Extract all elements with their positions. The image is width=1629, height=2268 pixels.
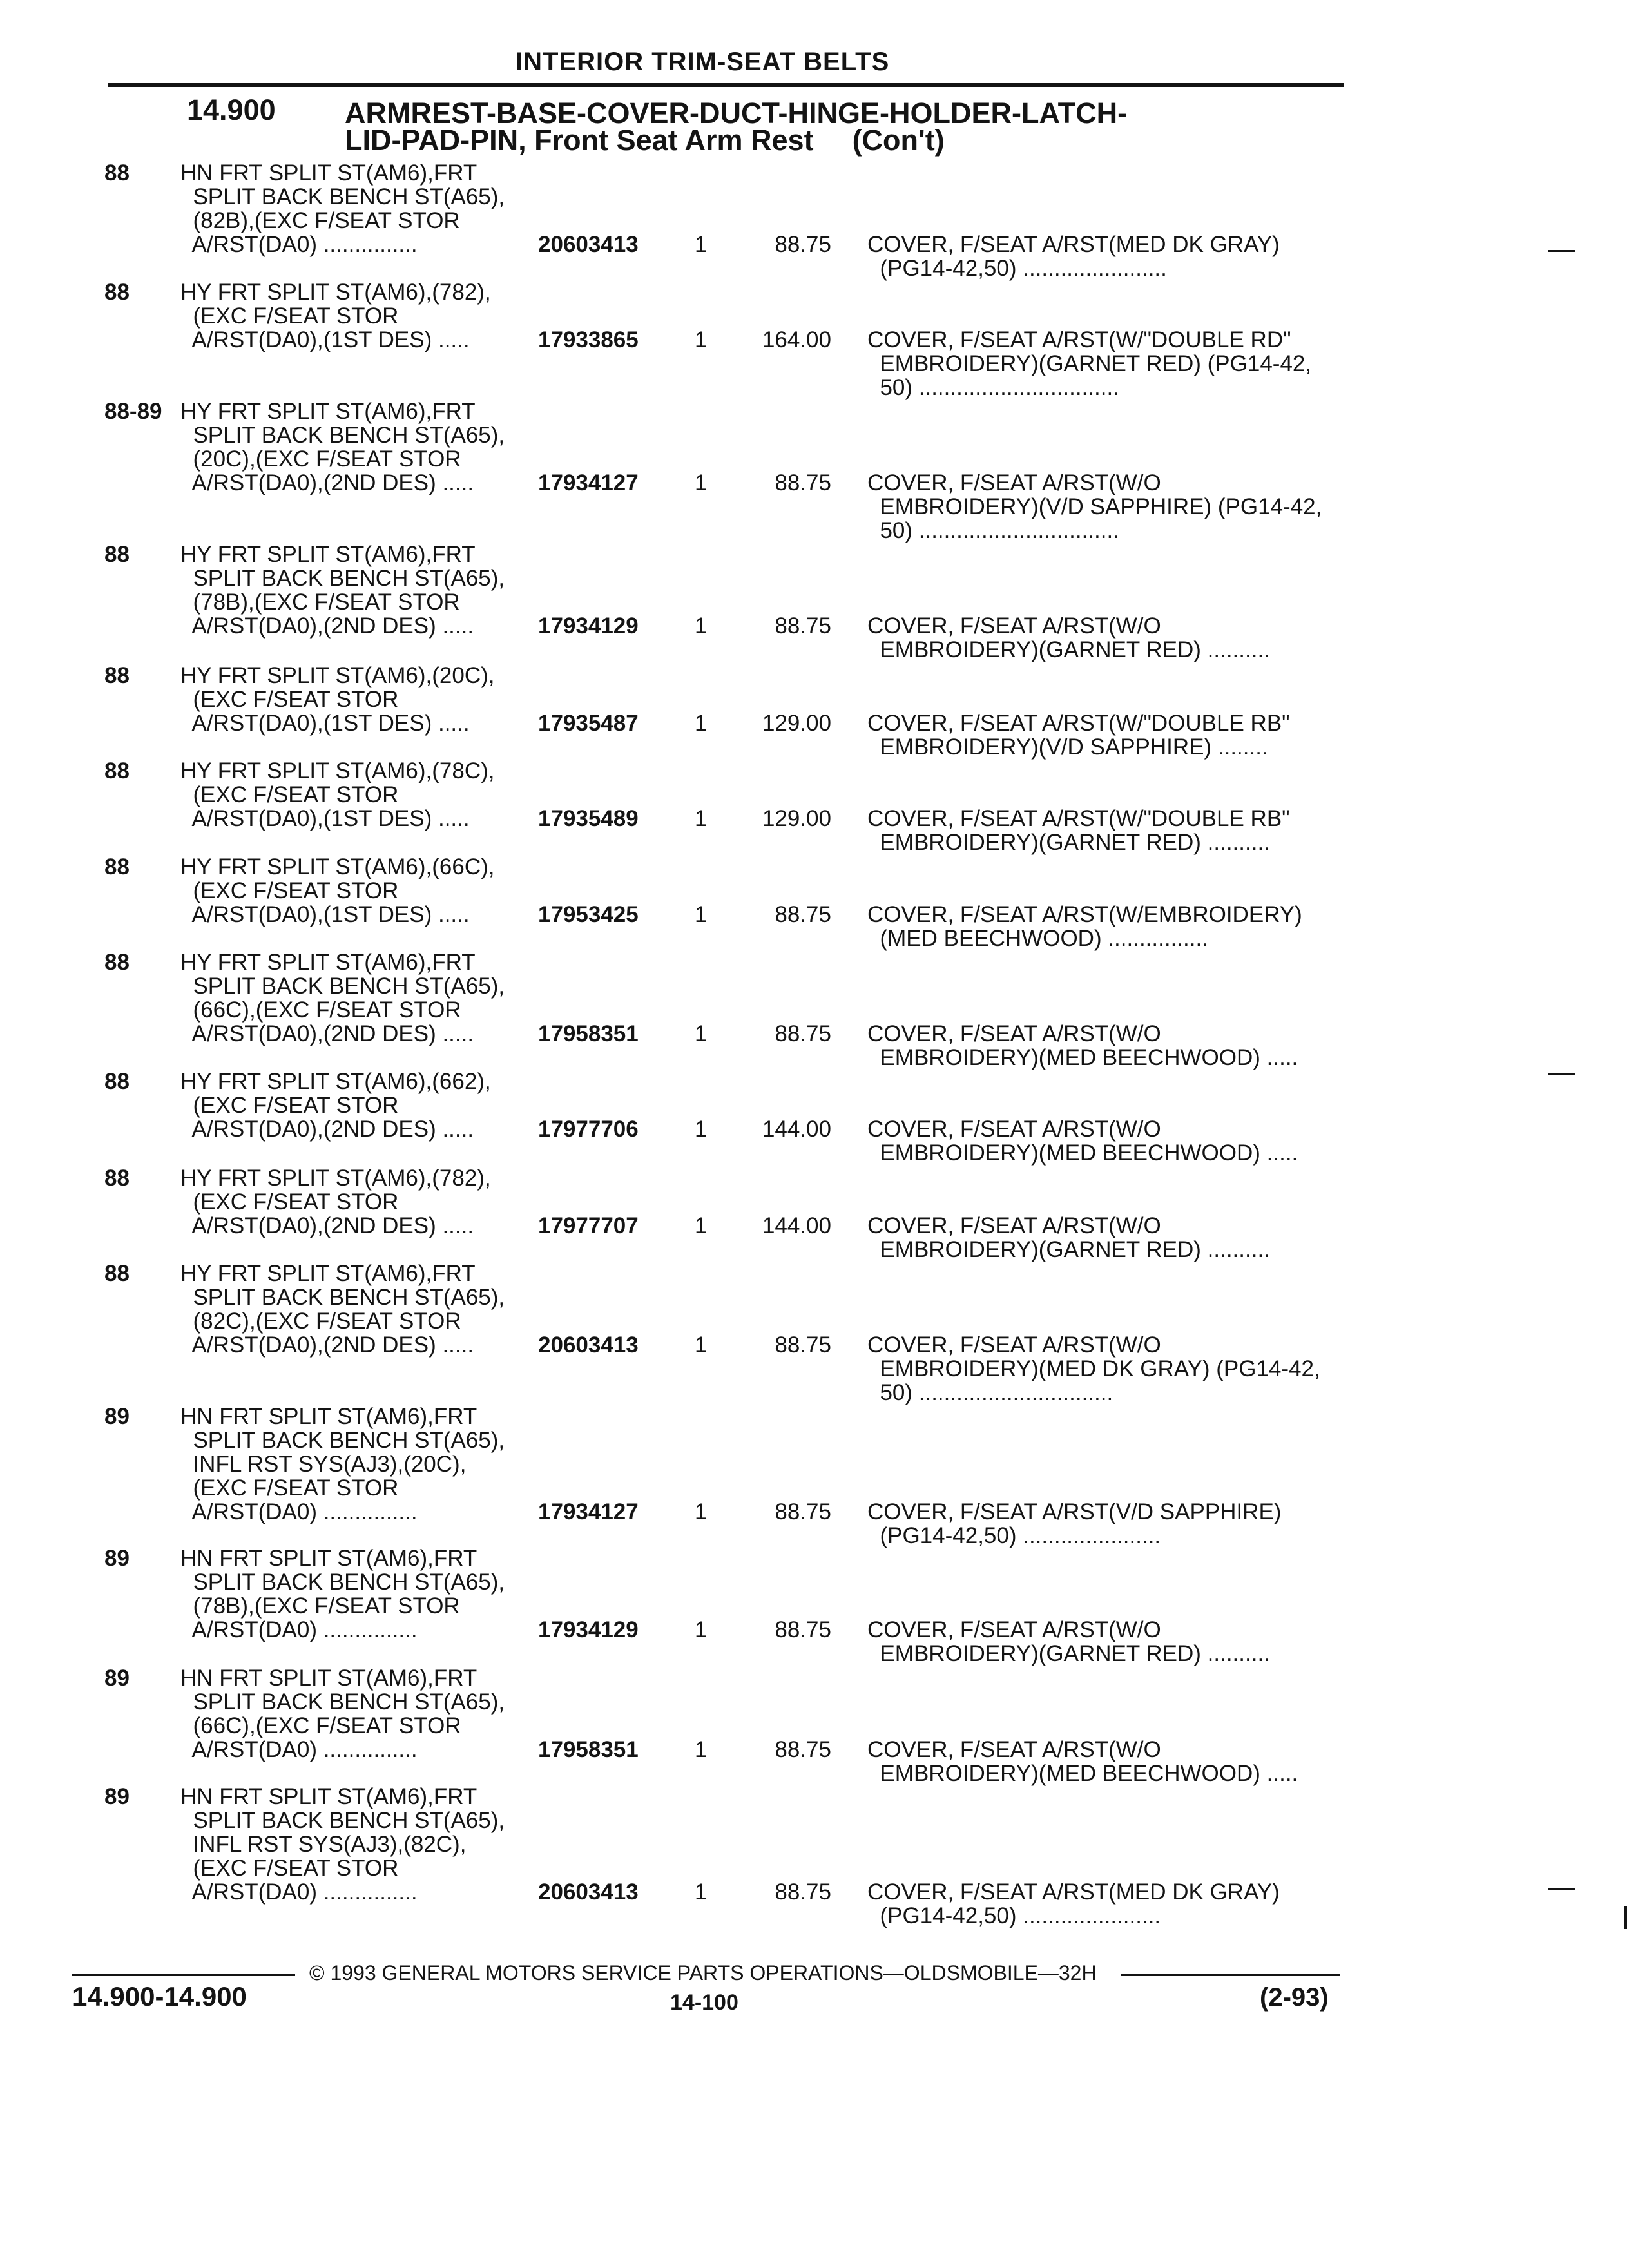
footer-page-number: 14-100 [670,1990,738,2015]
model-years: 88 [104,663,130,688]
model-years: 88 [104,854,130,879]
usage-line: A/RST(DA0),(2ND DES) ..... [180,1213,474,1238]
model-years: 89 [104,1546,130,1571]
part-name-line: (PG14-42,50) ...................... [867,1903,1161,1928]
part-name-line: COVER, F/SEAT A/RST(W/"DOUBLE RB" [867,711,1290,736]
usage-line: HY FRT SPLIT ST(AM6),(66C), [180,854,495,879]
usage-line: SPLIT BACK BENCH ST(A65), [180,566,505,591]
part-name [867,1738,1298,1785]
usage-description [180,543,505,638]
part-name [867,711,1290,759]
usage-description [180,1166,491,1238]
quantity: 1 [695,902,708,927]
part-name-line: COVER, F/SEAT A/RST(MED DK GRAY) [867,232,1280,257]
usage-line: A/RST(DA0),(1ST DES) ..... [180,806,470,831]
usage-line: A/RST(DA0) ............... [180,1499,418,1524]
part-name [867,1618,1270,1666]
quantity: 1 [695,1021,708,1046]
price: 88.75 [775,1617,831,1642]
usage-line: HY FRT SPLIT ST(AM6),(20C), [180,663,495,688]
margin-mark [1548,1073,1575,1075]
part-name-line: EMBROIDERY)(V/D SAPPHIRE) ........ [867,735,1268,760]
usage-line: (EXC F/SEAT STOR [180,1856,399,1881]
usage-line: HY FRT SPLIT ST(AM6),(662), [180,1069,491,1094]
quantity: 1 [695,1213,708,1238]
part-number: 20603413 [538,232,639,257]
usage-line: (82B),(EXC F/SEAT STOR [180,208,460,233]
part-name-line: COVER, F/SEAT A/RST(W/O [867,1737,1161,1762]
quantity: 1 [695,806,708,831]
price: 88.75 [775,1332,831,1358]
usage-description [180,399,505,495]
usage-line: SPLIT BACK BENCH ST(A65), [180,1808,505,1833]
usage-line: INFL RST SYS(AJ3),(82C), [180,1832,467,1857]
usage-line: SPLIT BACK BENCH ST(A65), [180,1428,505,1453]
usage-line: (EXC F/SEAT STOR [180,1093,399,1118]
section-title-line2: LID-PAD-PIN, Front Seat Arm Rest [345,124,814,157]
usage-line: HN FRT SPLIT ST(AM6),FRT [180,1784,477,1809]
usage-line: (66C),(EXC F/SEAT STOR [180,997,461,1023]
part-name-line: EMBROIDERY)(V/D SAPPHIRE) (PG14-42, [867,494,1322,519]
part-name-line: COVER, F/SEAT A/RST(MED DK GRAY) [867,1879,1280,1905]
part-number: 17958351 [538,1021,639,1046]
part-name-line: 50) ............................... [867,1380,1113,1405]
quantity: 1 [695,711,708,736]
part-name [867,233,1280,280]
part-name [867,807,1290,854]
quantity: 1 [695,1879,708,1905]
quantity: 1 [695,1499,708,1524]
usage-line: (EXC F/SEAT STOR [180,303,399,329]
usage-line: HY FRT SPLIT ST(AM6),(782), [180,280,491,305]
part-number: 17934127 [538,1499,639,1524]
usage-description [180,664,495,735]
price: 88.75 [775,613,831,639]
model-years: 89 [104,1404,130,1429]
part-name-line: EMBROIDERY)(GARNET RED) .......... [867,1237,1270,1262]
usage-line: (EXC F/SEAT STOR [180,687,399,712]
usage-line: HN FRT SPLIT ST(AM6),FRT [180,1404,477,1429]
part-number: 17935487 [538,711,639,736]
price: 144.00 [762,1213,831,1238]
part-name-line: COVER, F/SEAT A/RST(V/D SAPPHIRE) [867,1499,1282,1524]
usage-line: A/RST(DA0),(1ST DES) ..... [180,711,470,736]
part-name-line: COVER, F/SEAT A/RST(W/EMBROIDERY) [867,902,1302,927]
model-years: 88 [104,758,130,783]
footer-rule [1121,1974,1340,1976]
usage-description [180,1405,505,1524]
part-name [867,1333,1320,1405]
usage-line: HY FRT SPLIT ST(AM6),FRT [180,1261,476,1286]
part-name-line: EMBROIDERY)(MED BEECHWOOD) ..... [867,1045,1298,1070]
edge-mark [1624,1906,1627,1929]
part-name-line: 50) ................................ [867,375,1119,400]
model-years: 89 [104,1784,130,1809]
usage-line: (82C),(EXC F/SEAT STOR [180,1309,461,1334]
usage-line: SPLIT BACK BENCH ST(A65), [180,974,505,999]
price: 88.75 [775,470,831,495]
usage-line: A/RST(DA0),(1ST DES) ..... [180,902,470,927]
model-years: 88 [104,1166,130,1191]
part-name-line: 50) ................................ [867,518,1119,543]
price: 164.00 [762,327,831,352]
quantity: 1 [695,1737,708,1762]
model-years: 88 [104,1069,130,1094]
footer-copyright: © 1993 GENERAL MOTORS SERVICE PARTS OPERATIONS—OLDSMOBILE—32H [309,1961,1097,1984]
part-name [867,471,1322,543]
usage-line: A/RST(DA0),(2ND DES) ..... [180,1117,474,1142]
part-name [867,1214,1270,1262]
part-name-line: EMBROIDERY)(GARNET RED) (PG14-42, [867,351,1312,376]
usage-line: HY FRT SPLIT ST(AM6),FRT [180,399,476,424]
part-name [867,1022,1298,1070]
model-years: 88 [104,542,130,567]
margin-mark [1548,250,1575,252]
model-years: 88 [104,1261,130,1286]
quantity: 1 [695,1332,708,1358]
part-number: 20603413 [538,1332,639,1358]
part-number: 17977707 [538,1213,639,1238]
usage-line: (66C),(EXC F/SEAT STOR [180,1713,461,1738]
usage-line: A/RST(DA0) ............... [180,232,418,257]
part-name-line: COVER, F/SEAT A/RST(W/O [867,613,1161,639]
price: 129.00 [762,711,831,736]
price: 88.75 [775,1879,831,1905]
model-years: 89 [104,1666,130,1691]
usage-line: A/RST(DA0),(2ND DES) ..... [180,613,474,639]
usage-description [180,1262,505,1357]
usage-description [180,1785,505,1904]
price: 88.75 [775,1737,831,1762]
usage-line: HN FRT SPLIT ST(AM6),FRT [180,1666,477,1691]
section-title [345,97,1128,157]
quantity: 1 [695,232,708,257]
usage-line: (EXC F/SEAT STOR [180,1189,399,1215]
part-name-line: COVER, F/SEAT A/RST(W/O [867,1021,1161,1046]
usage-line: SPLIT BACK BENCH ST(A65), [180,423,505,448]
part-name-line: COVER, F/SEAT A/RST(W/O [867,470,1161,495]
quantity: 1 [695,1617,708,1642]
part-name-line: EMBROIDERY)(GARNET RED) .......... [867,830,1270,855]
usage-line: HN FRT SPLIT ST(AM6),FRT [180,160,477,186]
price: 88.75 [775,232,831,257]
footer-date: (2-93) [1260,1983,1329,2012]
price: 129.00 [762,806,831,831]
usage-description [180,1546,505,1642]
price: 88.75 [775,1021,831,1046]
part-name-line: EMBROIDERY)(MED BEECHWOOD) ..... [867,1761,1298,1786]
page-title: INTERIOR TRIM-SEAT BELTS [516,48,890,76]
price: 88.75 [775,1499,831,1524]
usage-description [180,759,495,831]
part-name-line: COVER, F/SEAT A/RST(W/O [867,1117,1161,1142]
header-divider [108,83,1344,87]
model-years: 88 [104,950,130,975]
usage-line: A/RST(DA0),(1ST DES) ..... [180,327,470,352]
model-years: 88-89 [104,399,162,424]
part-name [867,614,1270,662]
usage-description [180,1666,505,1762]
usage-line: SPLIT BACK BENCH ST(A65), [180,184,505,209]
usage-description [180,1070,491,1141]
usage-line: HY FRT SPLIT ST(AM6),FRT [180,542,476,567]
usage-line: HY FRT SPLIT ST(AM6),(78C), [180,758,495,783]
usage-line: (20C),(EXC F/SEAT STOR [180,447,461,472]
part-name-line: COVER, F/SEAT A/RST(W/"DOUBLE RD" [867,327,1291,352]
usage-line: SPLIT BACK BENCH ST(A65), [180,1689,505,1715]
usage-line: A/RST(DA0) ............... [180,1737,418,1762]
usage-line: INFL RST SYS(AJ3),(20C), [180,1452,467,1477]
usage-line: A/RST(DA0),(2ND DES) ..... [180,470,474,495]
usage-description [180,280,491,352]
usage-line: SPLIT BACK BENCH ST(A65), [180,1285,505,1310]
part-name-line: EMBROIDERY)(GARNET RED) .......... [867,1641,1270,1666]
part-name-line: (PG14-42,50) ...................... [867,1523,1161,1548]
usage-line: HN FRT SPLIT ST(AM6),FRT [180,1546,477,1571]
part-number: 17934127 [538,470,639,495]
usage-line: SPLIT BACK BENCH ST(A65), [180,1570,505,1595]
usage-line: (EXC F/SEAT STOR [180,782,399,807]
part-name-line: COVER, F/SEAT A/RST(W/O [867,1332,1161,1358]
part-number: 17953425 [538,902,639,927]
usage-line: A/RST(DA0) ............... [180,1617,418,1642]
continued-label: (Con't) [852,124,945,157]
part-name-line: (PG14-42,50) ....................... [867,256,1167,281]
usage-line: A/RST(DA0),(2ND DES) ..... [180,1021,474,1046]
part-number: 17934129 [538,1617,639,1642]
part-name [867,1880,1280,1928]
usage-line: A/RST(DA0),(2ND DES) ..... [180,1332,474,1358]
usage-description [180,855,495,927]
part-number: 17958351 [538,1737,639,1762]
section-number: 14.900 [187,93,276,126]
part-name [867,1117,1298,1165]
part-number: 17935489 [538,806,639,831]
part-name-line: COVER, F/SEAT A/RST(W/O [867,1213,1161,1238]
part-name [867,1500,1281,1548]
footer-section-range: 14.900-14.900 [72,1981,247,2012]
part-name-line: EMBROIDERY)(MED DK GRAY) (PG14-42, [867,1356,1320,1381]
price: 144.00 [762,1117,831,1142]
part-name-line: EMBROIDERY)(MED BEECHWOOD) ..... [867,1140,1298,1166]
usage-description [180,161,505,256]
part-name-line: (MED BEECHWOOD) ................ [867,926,1208,951]
usage-line: A/RST(DA0) ............... [180,1879,418,1905]
usage-line: (78B),(EXC F/SEAT STOR [180,1593,460,1619]
model-years: 88 [104,160,130,186]
part-name [867,328,1311,399]
usage-line: HY FRT SPLIT ST(AM6),FRT [180,950,476,975]
usage-line: (EXC F/SEAT STOR [180,878,399,903]
part-name-line: COVER, F/SEAT A/RST(W/"DOUBLE RB" [867,806,1290,831]
usage-description [180,950,505,1046]
part-name [867,903,1302,950]
quantity: 1 [695,470,708,495]
part-number: 17933865 [538,327,639,352]
usage-line: (78B),(EXC F/SEAT STOR [180,590,460,615]
model-years: 88 [104,280,130,305]
price: 88.75 [775,902,831,927]
usage-line: HY FRT SPLIT ST(AM6),(782), [180,1166,491,1191]
section-title-line1: ARMREST-BASE-COVER-DUCT-HINGE-HOLDER-LATCH- [345,97,1128,130]
part-number: 20603413 [538,1879,639,1905]
part-name-line: COVER, F/SEAT A/RST(W/O [867,1617,1161,1642]
quantity: 1 [695,1117,708,1142]
footer-rule [72,1974,295,1976]
quantity: 1 [695,613,708,639]
part-number: 17934129 [538,613,639,639]
margin-mark [1548,1888,1575,1890]
usage-line: (EXC F/SEAT STOR [180,1475,399,1501]
quantity: 1 [695,327,708,352]
part-number: 17977706 [538,1117,639,1142]
part-name-line: EMBROIDERY)(GARNET RED) .......... [867,637,1270,662]
